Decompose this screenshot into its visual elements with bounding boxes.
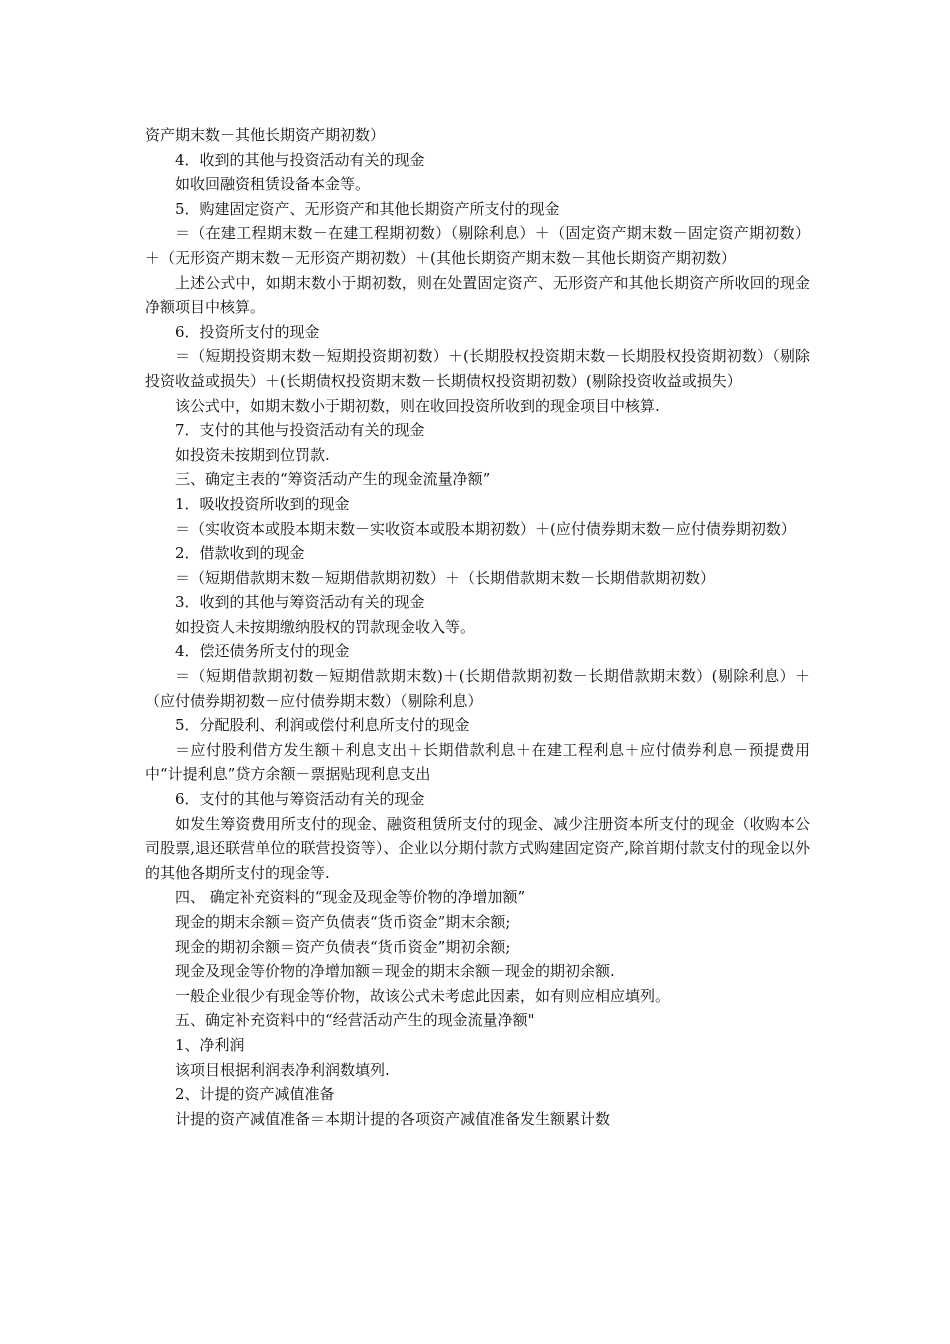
section-item-heading: 1．吸收投资所收到的现金	[175, 494, 350, 513]
formula-paragraph: 现金的期初余额＝资产负债表“货币资金”期初余额;	[175, 937, 511, 956]
section-item-heading: 5．购建固定资产、无形资产和其他长期资产所支付的现金	[175, 199, 560, 218]
formula-paragraph: 计提的资产减值准备＝本期计提的各项资产减值准备发生额累计数	[175, 1109, 611, 1128]
section-heading: 三、确定主表的“筹资活动产生的现金流量净额”	[175, 470, 491, 489]
section-item-heading: 4．收到的其他与投资活动有关的现金	[175, 150, 425, 169]
section-heading: 四、 确定补充资料的“现金及现金等价物的净增加额”	[175, 888, 526, 907]
section-item-heading: 2、计提的资产减值准备	[175, 1085, 335, 1104]
paragraph: 资产期末数－其他长期资产期初数）	[145, 126, 386, 144]
formula-paragraph: 现金的期末余额＝资产负债表“货币资金”期末余额;	[175, 913, 511, 931]
formula-paragraph: ＝（短期投资期末数－短期投资期初数）＋(长期股权投资期末数－长期股权投资期初数）（剔除投资收益或损失）＋(长期债权投资期末数－长期债权投资期初数）(剔除投资收益或损失）	[145, 347, 810, 390]
formula-paragraph: ＝（在建工程期末数－在建工程期初数）（剔除利息）＋（固定资产期末数－固定资产期初数）＋（无形资产期末数－无形资产期初数）＋(其他长期资产期末数－其他长期资产期初数）	[145, 224, 810, 267]
section-item-heading: 2．借款收到的现金	[175, 544, 305, 563]
section-item-heading: 6．支付的其他与筹资活动有关的现金	[175, 790, 425, 809]
formula-paragraph: ＝（实收资本或股本期末数－实收资本或股本期初数）＋(应付债券期末数－应付债券期初数）	[175, 519, 796, 538]
section-item-heading: 1、净利润	[175, 1035, 245, 1054]
paragraph: 如收回融资租赁设备本金等。	[175, 175, 371, 194]
paragraph: 该公式中，如期末数小于期初数，则在收回投资所收到的现金项目中核算.	[175, 396, 660, 415]
section-item-heading: 7．支付的其他与投资活动有关的现金	[175, 421, 425, 440]
paragraph: 该项目根据利润表净利润数填列.	[175, 1060, 390, 1079]
formula-paragraph: ＝（短期借款期初数－短期借款期末数)＋(长期借款期初数－长期借款期末数）(剔除利息）＋（应付债券期初数－应付债券期末数）（剔除利息）	[145, 667, 810, 710]
section-item-heading: 6．投资所支付的现金	[175, 322, 320, 341]
formula-paragraph: 现金及现金等价物的净增加额＝现金的期末余额－现金的期初余额.	[175, 962, 615, 981]
paragraph: 如投资人未按期缴纳股权的罚款现金收入等。	[175, 617, 476, 636]
paragraph: 如投资未按期到位罚款.	[175, 445, 330, 464]
section-item-heading: 3．收到的其他与筹资活动有关的现金	[175, 593, 425, 612]
formula-paragraph: ＝（短期借款期末数－短期借款期初数）＋（长期借款期末数－长期借款期初数）	[175, 568, 716, 587]
paragraph: 一般企业很少有现金等价物，故该公式未考虑此因素，如有则应相应填列。	[175, 986, 671, 1005]
paragraph: 上述公式中，如期末数小于期初数，则在处置固定资产、无形资产和其他长期资产所收回的现金净额项目中核算。	[145, 273, 810, 317]
section-item-heading: 4．偿还债务所支付的现金	[175, 642, 350, 661]
section-item-heading: 5．分配股利、利润或偿付利息所支付的现金	[175, 716, 470, 735]
formula-paragraph: ＝应付股利借方发生额＋利息支出＋长期借款利息＋在建工程利息＋应付债券利息－预提费用中“计提利息”贷方余额－票据贴现利息支出	[145, 740, 810, 784]
document-page	[145, 123, 810, 1131]
section-heading: 五、确定补充资料中的“经营活动产生的现金流量净额"	[175, 1011, 535, 1030]
paragraph: 如发生筹资费用所支付的现金、融资租赁所支付的现金、减少注册资本所支付的现金（收购本公司股票,退还联营单位的联营投资等）、企业以分期付款方式购建固定资产,除首期付款支付的现金以外的其他各期所支付的现金等.	[145, 814, 810, 882]
